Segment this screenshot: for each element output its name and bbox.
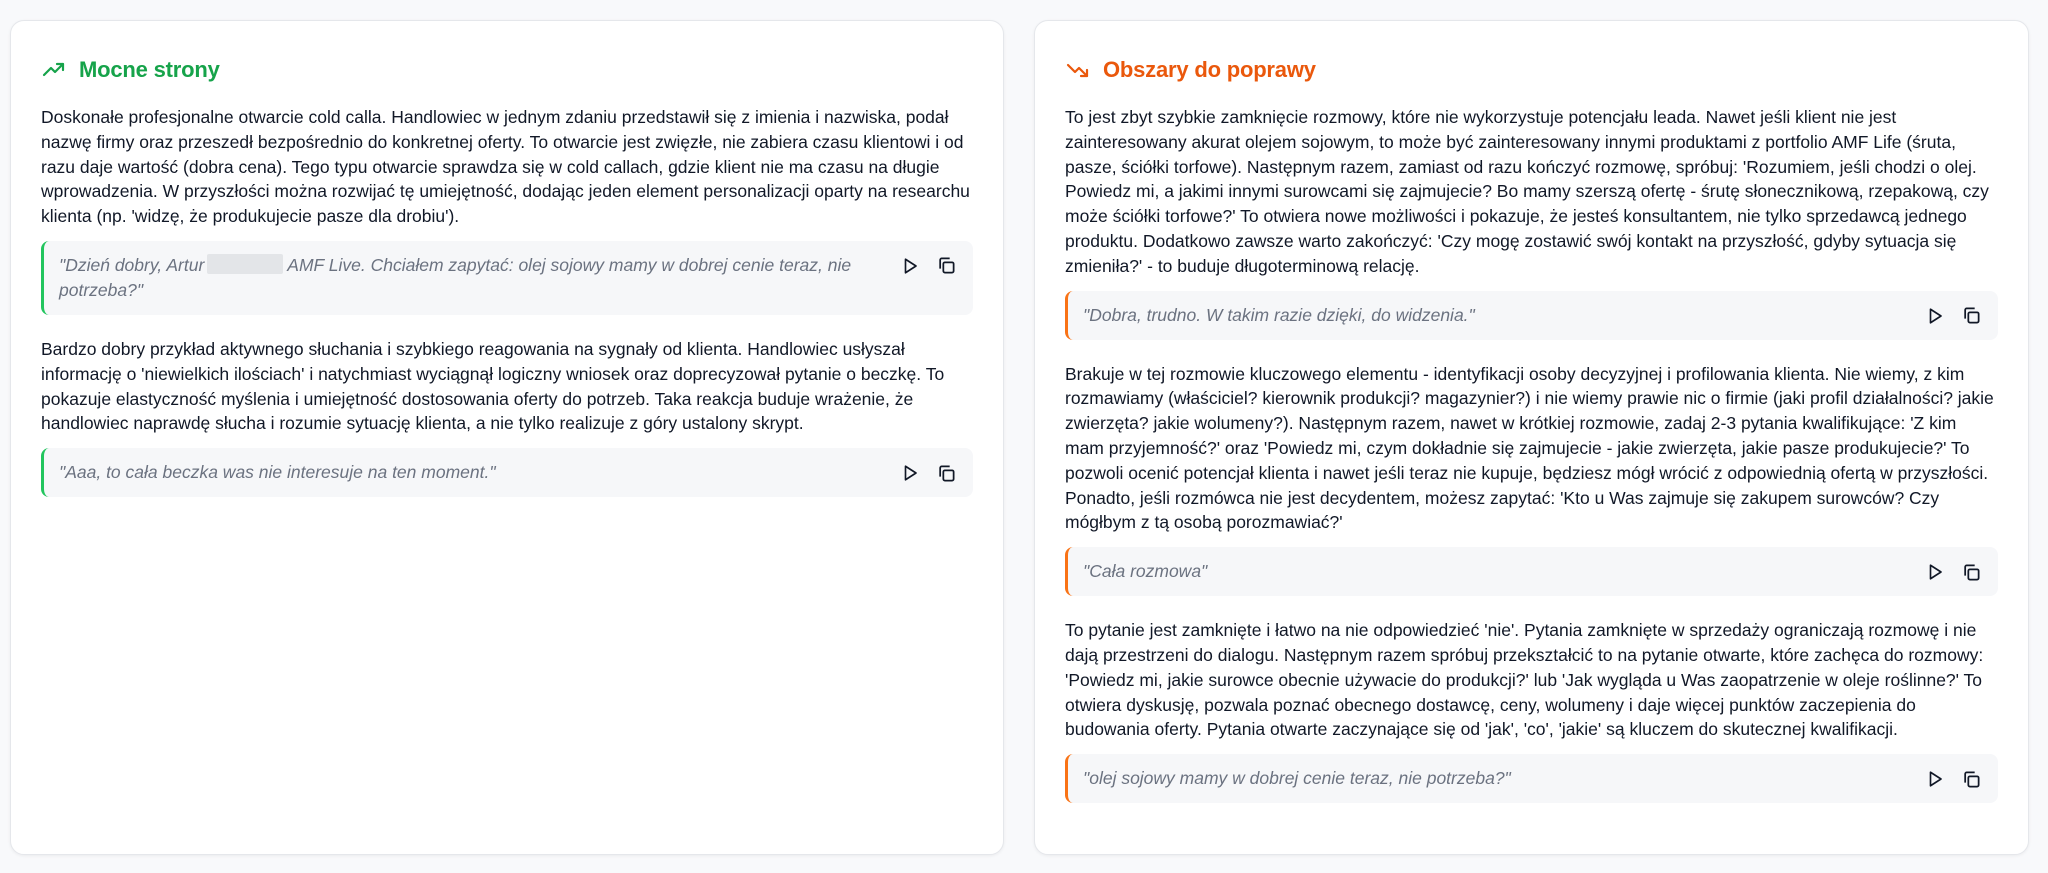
strength-text: Doskonałe profesjonalne otwarcie cold calla. Handlowiec w jednym zdaniu przedstawił się z imienia i nazwiska, podał nazwę firmy oraz przeszedł bezpośrednio do konkretnej oferty. To otwarcie jest zwięzłe, nie zabiera czasu klientowi i od razu daje wartość (dobra cena). Tego typu otwarcie sprawdza się w cold callach, gdzie klient nie ma czasu na długie wprowadzenia. W przyszłości można rozwijać tę umiejętność, dodając jeden element personalizacji oparty na researchu klienta (np. 'widzę, że produkujecie pasze dla drobiu'). <box>41 107 970 227</box>
strength-text: Bardzo dobry przykład aktywnego słuchania i szybkiego reagowania na sygnały od klienta. Handlowiec usłyszał informację o 'niewielkich ilościach' i natychmiast wyciągnął logiczny wniosek oraz doprecyzował pytanie o beczkę. To pokazuje elastyczność myślenia i umiejętność dostosowania oferty do potrzeb. Taka reakcja buduje wrażenie, że handlowiec naprawdę słucha i rozumie sytuację klienta, a nie tylko realizuje z góry ustalony skrypt. <box>41 338 945 434</box>
improvements-header <box>1065 55 1998 85</box>
copy-icon <box>937 256 956 275</box>
copy-icon <box>1962 306 1981 325</box>
play-button[interactable] <box>899 255 921 277</box>
play-icon <box>1926 563 1944 581</box>
improvement-text: To pytanie jest zamknięte i łatwo na nie odpowiedzieć 'nie'. Pytania zamknięte w sprzedaży ograniczają rozmowę i nie dają przestrzeni do dialogu. Następnym razem spróbuj przekształcić to na pytanie otwarte, które zachęca do rozmowy: 'Powiedz mi, jakie surowce obecnie używacie do produkcji?' lub 'Jak wygląda u Was zaopatrzenie w oleje roślinne?' To otwiera dyskusję, pozwala poznać obecnego dostawcę, ceny, wolumeny i daje więcej punktów zaczepienia do budowania oferty. Pytania otwarte zaczynające się od 'jak', 'co', 'jakie' są kluczem do skutecznej kwalifikacji. <box>1065 620 1984 740</box>
strengths-header <box>41 55 973 85</box>
play-icon <box>901 464 919 482</box>
copy-button[interactable] <box>935 462 957 484</box>
strengths-title: Mocne strony <box>79 57 220 82</box>
play-button[interactable] <box>1924 305 1946 327</box>
quote-text: "olej sojowy mamy w dobrej cenie teraz, nie potrzeba?" <box>1083 768 1511 789</box>
copy-button[interactable] <box>1960 305 1982 327</box>
redacted-name <box>207 254 283 274</box>
quote-actions <box>1924 768 1982 790</box>
improvement-quote <box>1065 291 1998 340</box>
copy-button[interactable] <box>935 255 957 277</box>
copy-icon <box>1962 563 1981 582</box>
improvement-text: To jest zbyt szybkie zamknięcie rozmowy, które nie wykorzystuje potencjału leada. Nawet jeśli klient nie jest zainteresowany akurat olejem sojowym, to może być zainteresowany innymi produktami z portfolio AMF Life (śruta, pasze, ściółki torfowe). Następnym razem, zamiast od razu kończyć rozmowę, spróbuj: 'Rozumiem, jeśli chodzi o olej. Powiedz mi, a jakimi innymi surowcami się zajmujecie? Bo mamy szerszą ofertę - śrutę słonecznikową, rzepakową, czy może ściółki torfowe?' To otwiera nowe możliwości i pokazuje, że jesteś konsultantem, nie tylko sprzedawcą jednego produktu. Dodatkowo zawsze warto zakończyć: 'Czy mogę zostawić swój kontakt na przyszłość, gdyby sytuacja się zmieniła?' - to buduje długoterminową relację. <box>1065 107 1989 276</box>
improvement-text: Brakuje w tej rozmowie kluczowego elementu - identyfikacji osoby decyzyjnej i profilowania klienta. Nie wiemy, z kim rozmawiamy (właściciel? kierownik produkcji? magazynier?) i nie wiemy prawie nic o firmie (jaki profil działalności? jakie zwierzęta? jakie wolumeny?). Następnym razem, nawet w krótkiej rozmowie, zadaj 2-3 pytania kwalifikujące: 'Z kim mam przyjemność?' oraz 'Powiedz mi, czym dokładnie się zajmujecie - jakie zwierzęta, jakie pasze produkujecie?' To pozwoli ocenić potencjał klienta i nawet jeśli teraz nie kupuje, będziesz mógł wrócić z odpowiednią ofertą w przyszłości. Ponadto, jeśli rozmówca nie jest decydentem, możesz zapytać: 'Kto u Was zajmuje się zakupem surowców? Czy mógłbym z tą osobą porozmawiać?' <box>1065 363 1994 533</box>
strength-quote <box>41 448 973 497</box>
play-button[interactable] <box>1924 561 1946 583</box>
trending-up-icon <box>41 57 67 83</box>
quote-actions <box>1924 305 1982 327</box>
improvement-quote <box>1065 547 1998 596</box>
copy-button[interactable] <box>1960 561 1982 583</box>
copy-icon <box>937 464 956 483</box>
quote-text-end: AMF Live. Chciałem zapytać: olej sojowy mamy w dobrej cenie teraz, nie potrzeba?" <box>59 254 852 300</box>
play-icon <box>1926 770 1944 788</box>
play-icon <box>901 257 919 275</box>
strengths-card <box>10 20 1004 855</box>
quote-text: "Dobra, trudno. W takim razie dzięki, do widzenia." <box>1083 304 1475 325</box>
quote-text: "Cała rozmowa" <box>1083 561 1208 582</box>
play-icon <box>1926 307 1944 325</box>
quote-text-start: "Dzień dobry, Artur <box>59 254 205 275</box>
trending-down-icon <box>1065 57 1091 83</box>
improvement-quote <box>1065 754 1998 803</box>
quote-actions <box>899 462 957 484</box>
improvements-card <box>1034 20 2029 855</box>
quote-actions <box>1924 561 1982 583</box>
quote-text: "Aaa, to cała beczka was nie interesuje na ten moment." <box>59 462 496 483</box>
copy-icon <box>1962 770 1981 789</box>
play-button[interactable] <box>1924 768 1946 790</box>
quote-actions <box>899 255 957 277</box>
strength-quote <box>41 241 973 315</box>
copy-button[interactable] <box>1960 768 1982 790</box>
improvements-title: Obszary do poprawy <box>1103 57 1316 82</box>
play-button[interactable] <box>899 462 921 484</box>
